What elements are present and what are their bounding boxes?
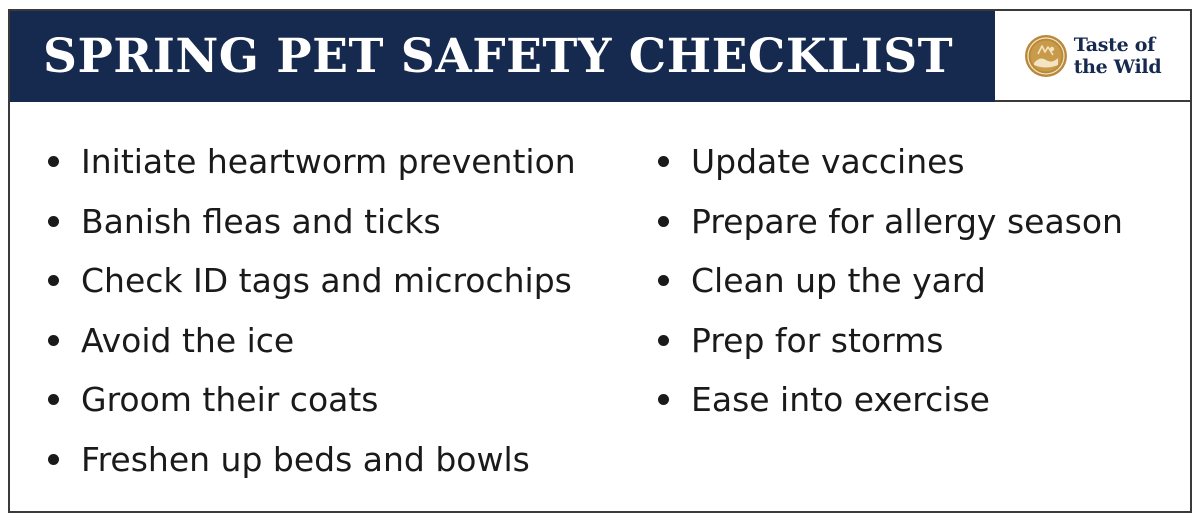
- checklist-left-column: [48, 132, 576, 489]
- logo-wordmark: [1074, 34, 1162, 78]
- bullet-icon: [658, 335, 669, 346]
- list-item-label: Clean up the yard: [691, 261, 986, 301]
- list-item: [658, 251, 1123, 311]
- bullet-icon: [658, 156, 669, 167]
- page-title: SPRING PET SAFETY CHECKLIST: [43, 29, 954, 84]
- list-item-label: Prep for storms: [691, 320, 944, 360]
- bullet-icon: [658, 275, 669, 286]
- logo-line-1: Taste of: [1073, 33, 1155, 56]
- header-banner: [10, 11, 995, 102]
- list-item-label: Prepare for allergy season: [691, 201, 1123, 241]
- list-item-label: Groom their coats: [81, 380, 379, 420]
- checklist-card: [8, 9, 1192, 513]
- list-item: [48, 370, 576, 430]
- logo-line-2: the Wild: [1073, 55, 1162, 78]
- list-item-label: Initiate heartworm prevention: [81, 142, 576, 182]
- bullet-icon: [658, 394, 669, 405]
- list-item-label: Ease into exercise: [691, 380, 990, 420]
- bullet-icon: [48, 454, 59, 465]
- list-item: [48, 132, 576, 192]
- list-item: [48, 430, 576, 490]
- bullet-icon: [48, 394, 59, 405]
- list-item-label: Check ID tags and microchips: [81, 261, 572, 301]
- list-item: [48, 251, 576, 311]
- checklist-right-column: [658, 132, 1123, 430]
- list-item: [658, 311, 1123, 371]
- list-item: [48, 311, 576, 371]
- list-item: [48, 192, 576, 252]
- list-item-label: Freshen up beds and bowls: [81, 439, 530, 479]
- bullet-icon: [48, 156, 59, 167]
- brand-logo: [995, 11, 1190, 102]
- list-item: [658, 370, 1123, 430]
- bullet-icon: [658, 216, 669, 227]
- bullet-icon: [48, 216, 59, 227]
- list-item-label: Update vaccines: [691, 142, 965, 182]
- checklist-body: [10, 102, 1190, 511]
- logo-lockup: [1024, 34, 1162, 78]
- list-item: [658, 132, 1123, 192]
- seal-icon: [1024, 34, 1068, 78]
- list-item-label: Avoid the ice: [81, 320, 295, 360]
- list-item-label: Banish fleas and ticks: [81, 201, 441, 241]
- bullet-icon: [48, 275, 59, 286]
- list-item: [658, 192, 1123, 252]
- bullet-icon: [48, 335, 59, 346]
